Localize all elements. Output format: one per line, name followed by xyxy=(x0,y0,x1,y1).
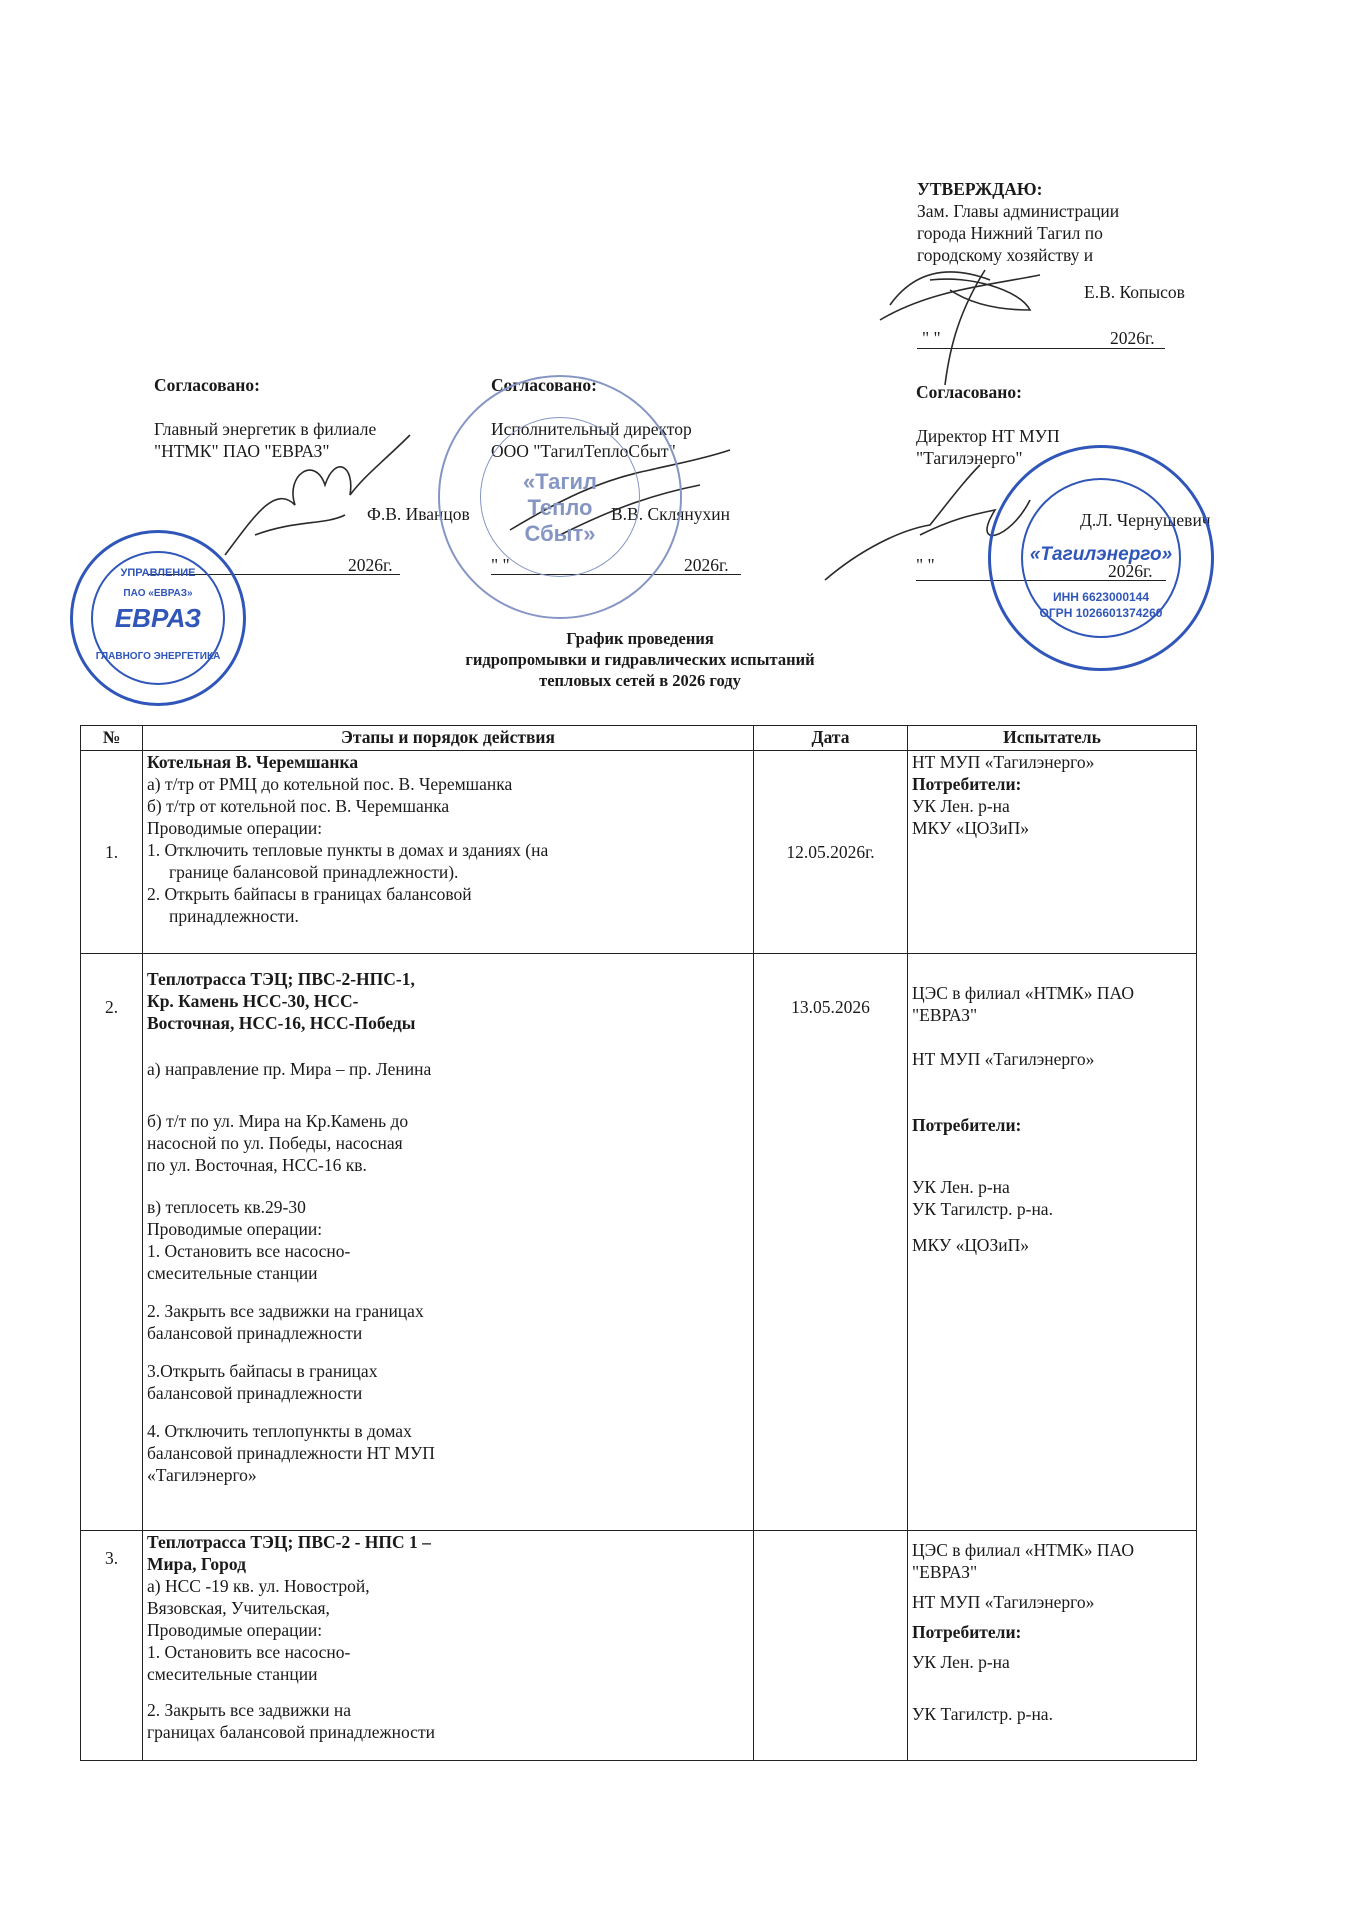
stage-line: принадлежности. xyxy=(169,906,299,926)
agree-mid-heading: Согласовано: xyxy=(491,375,597,395)
approval-year: 2026г. xyxy=(1110,328,1155,348)
row-number xyxy=(81,954,143,1531)
agree-right-line: "Тагилэнерго" xyxy=(916,448,1023,468)
tester-consumers-title: Потребители: xyxy=(912,1115,1022,1135)
stage-title: Кр. Камень НСС-30, НСС- xyxy=(147,991,359,1011)
stage-line: балансовой принадлежности НТ МУП xyxy=(147,1443,435,1463)
stage-line: а) направление пр. Мира – пр. Ленина xyxy=(147,1059,432,1079)
approval-line: города Нижний Тагил по xyxy=(917,223,1103,243)
stage-line: Проводимые операции: xyxy=(147,1219,323,1239)
stage-line: б) т/т по ул. Мира на Кр.Камень до xyxy=(147,1111,409,1131)
stage-line: а) НСС -19 кв. ул. Новострой, xyxy=(147,1576,370,1596)
tts-stamp-line1: «Тагил xyxy=(522,469,598,494)
tester-line: МКУ «ЦОЗиП» xyxy=(912,818,1029,838)
tagilenergo-stamp xyxy=(988,445,1214,671)
agree-left-line: "НТМК" ПАО "ЕВРАЗ" xyxy=(154,441,330,461)
stage-line: 2. Закрыть все задвижки на xyxy=(147,1700,352,1720)
stage-line: Вязовская, Учительская, xyxy=(147,1598,330,1618)
tester-line: "ЕВРАЗ" xyxy=(912,1562,978,1582)
stage-line: б) т/тр от котельной пос. В. Черемшанка xyxy=(147,796,450,816)
tts-stamp-line2: Тепло xyxy=(527,495,593,520)
tester-line: УК Лен. р-на xyxy=(912,1652,1010,1672)
stage-title: Восточная, НСС-16, НСС-Победы xyxy=(147,1013,416,1033)
agree-mid-line: Исполнительный директор xyxy=(491,419,692,439)
agree-left-heading: Согласовано: xyxy=(154,375,260,395)
te-stamp-main: «Тагилэнерго» xyxy=(1029,544,1173,565)
tester-line: УК Лен. р-на xyxy=(912,1177,1010,1197)
stage-line: 3.Открыть байпасы в границах xyxy=(147,1361,378,1381)
stage-line: балансовой принадлежности xyxy=(147,1323,363,1343)
row-stages xyxy=(143,751,754,954)
agree-left-line: Главный энергетик в филиале xyxy=(154,419,377,439)
approval-line: городскому хозяйству и xyxy=(917,245,1094,265)
agree-left-name: Ф.В. Иванцов xyxy=(367,504,470,524)
stage-line: по ул. Восточная, НСС-16 кв. xyxy=(147,1155,367,1175)
row-tester xyxy=(908,751,1197,954)
header-tester: Испытатель xyxy=(908,726,1197,751)
signature-kopysov xyxy=(870,250,1070,390)
title-line: График проведения xyxy=(566,629,714,648)
agree-mid-line: ООО "ТагилТеплоСбыт" xyxy=(491,441,676,461)
stage-line: 1. Остановить все насосно- xyxy=(147,1241,351,1261)
header-stages: Этапы и порядок действия xyxy=(143,726,754,751)
header-number: № xyxy=(81,726,143,751)
approval-name: Е.В. Копысов xyxy=(1084,282,1185,302)
header-date: Дата xyxy=(754,726,908,751)
tester-line: НТ МУП «Тагилэнерго» xyxy=(912,1049,1095,1069)
agree-mid-year: 2026г. xyxy=(684,555,729,575)
signature-ivantsov xyxy=(215,415,415,565)
agree-right-year: 2026г. xyxy=(1108,561,1153,581)
te-stamp-ogrn: ОГРН 1026601374260 xyxy=(1039,606,1163,620)
row-tester xyxy=(908,954,1197,1531)
row-number-text: 2. xyxy=(104,997,119,1017)
stage-line: Проводимые операции: xyxy=(147,1620,323,1640)
stage-line: 1. Отключить тепловые пункты в домах и зданиях (на xyxy=(147,840,549,860)
row-date-text: 13.05.2026 xyxy=(791,997,870,1017)
stage-title: Теплотрасса ТЭЦ; ПВС-2 - НПС 1 – xyxy=(147,1532,431,1552)
row-date xyxy=(754,1531,908,1761)
stage-title: Котельная В. Черемшанка xyxy=(147,752,359,772)
stage-line: 1. Остановить все насосно- xyxy=(147,1642,351,1662)
evraz-stamp-sub: ПАО «ЕВРАЗ» xyxy=(123,588,193,599)
stage-line: 4. Отключить теплопункты в домах xyxy=(147,1421,412,1441)
stage-line: смесительные станции xyxy=(147,1664,318,1684)
tester-line: НТ МУП «Тагилэнерго» xyxy=(912,752,1095,772)
stage-line: границе балансовой принадлежности). xyxy=(169,862,459,882)
agree-mid-name: В.В. Склянухин xyxy=(611,504,731,524)
row-tester xyxy=(908,1531,1197,1761)
stage-line: балансовой принадлежности xyxy=(147,1383,363,1403)
tester-consumers-title: Потребители: xyxy=(912,774,1022,794)
stage-line: 2. Закрыть все задвижки на границах xyxy=(147,1301,424,1321)
tester-line: УК Лен. р-на xyxy=(912,796,1010,816)
approval-quote: " " xyxy=(922,328,941,348)
stage-line: смесительные станции xyxy=(147,1263,318,1283)
stage-line: Проводимые операции: xyxy=(147,818,323,838)
table-row xyxy=(81,751,1197,954)
tts-stamp-line3: Сбыт» xyxy=(524,521,596,546)
tester-consumers-title: Потребители: xyxy=(912,1622,1022,1642)
table-row xyxy=(81,954,1197,1531)
stage-line: в) теплосеть кв.29-30 xyxy=(147,1197,306,1217)
row-date xyxy=(754,954,908,1531)
agree-right-heading: Согласовано: xyxy=(916,382,1022,402)
title-line: тепловых сетей в 2026 году xyxy=(539,671,741,690)
tester-line: МКУ «ЦОЗиП» xyxy=(912,1235,1029,1255)
tester-line: ЦЭС в филиал «НТМК» ПАО xyxy=(912,983,1134,1003)
agree-right-line: Директор НТ МУП xyxy=(916,426,1060,446)
table-row xyxy=(81,1531,1197,1761)
row-number-text: 3. xyxy=(104,1548,119,1568)
row-stages xyxy=(143,954,754,1531)
stage-line: а) т/тр от РМЦ до котельной пос. В. Черемшанка xyxy=(147,774,513,794)
stage-line: насосной по ул. Победы, насосная xyxy=(147,1133,403,1153)
stage-title: Мира, Город xyxy=(147,1554,247,1574)
evraz-stamp xyxy=(70,530,246,706)
row-number xyxy=(81,751,143,954)
agree-left-year: 2026г. xyxy=(348,555,393,575)
tester-line: НТ МУП «Тагилэнерго» xyxy=(912,1592,1095,1612)
agree-mid-quote: " " xyxy=(491,555,510,575)
row-date xyxy=(754,751,908,954)
row-number-text: 1. xyxy=(104,842,119,862)
tagilteplosbyt-stamp xyxy=(438,375,682,619)
row-stages xyxy=(143,1531,754,1761)
evraz-stamp-top: УПРАВЛЕНИЕ xyxy=(120,567,196,579)
tester-line: "ЕВРАЗ" xyxy=(912,1005,978,1025)
tester-line: УК Тагилстр. р-на. xyxy=(912,1199,1053,1219)
stage-line: «Тагилэнерго» xyxy=(147,1465,257,1485)
row-number xyxy=(81,1531,143,1761)
evraz-stamp-brand: ЕВРАЗ xyxy=(114,603,202,633)
evraz-stamp-bottom: ГЛАВНОГО ЭНЕРГЕТИКА xyxy=(95,651,221,662)
schedule-table xyxy=(80,725,1197,1761)
stage-title: Теплотрасса ТЭЦ; ПВС-2-НПС-1, xyxy=(147,969,415,989)
approval-heading: УТВЕРЖДАЮ: xyxy=(917,179,1043,199)
tester-line: УК Тагилстр. р-на. xyxy=(912,1704,1053,1724)
tester-line: ЦЭС в филиал «НТМК» ПАО xyxy=(912,1540,1134,1560)
agree-right-name: Д.Л. Чернушевич xyxy=(1080,510,1211,530)
agree-right-quote: " " xyxy=(916,555,935,575)
document-title xyxy=(340,628,940,691)
title-line: гидропромывки и гидравлических испытаний xyxy=(465,650,815,669)
table-header-row xyxy=(81,726,1197,751)
stage-line: 2. Открыть байпасы в границах балансовой xyxy=(147,884,472,904)
stage-line: границах балансовой принадлежности xyxy=(147,1722,435,1742)
te-stamp-inn: ИНН 6623000144 xyxy=(1052,590,1150,604)
row-date-text: 12.05.2026г. xyxy=(786,842,875,862)
approval-line: Зам. Главы администрации xyxy=(917,201,1120,221)
